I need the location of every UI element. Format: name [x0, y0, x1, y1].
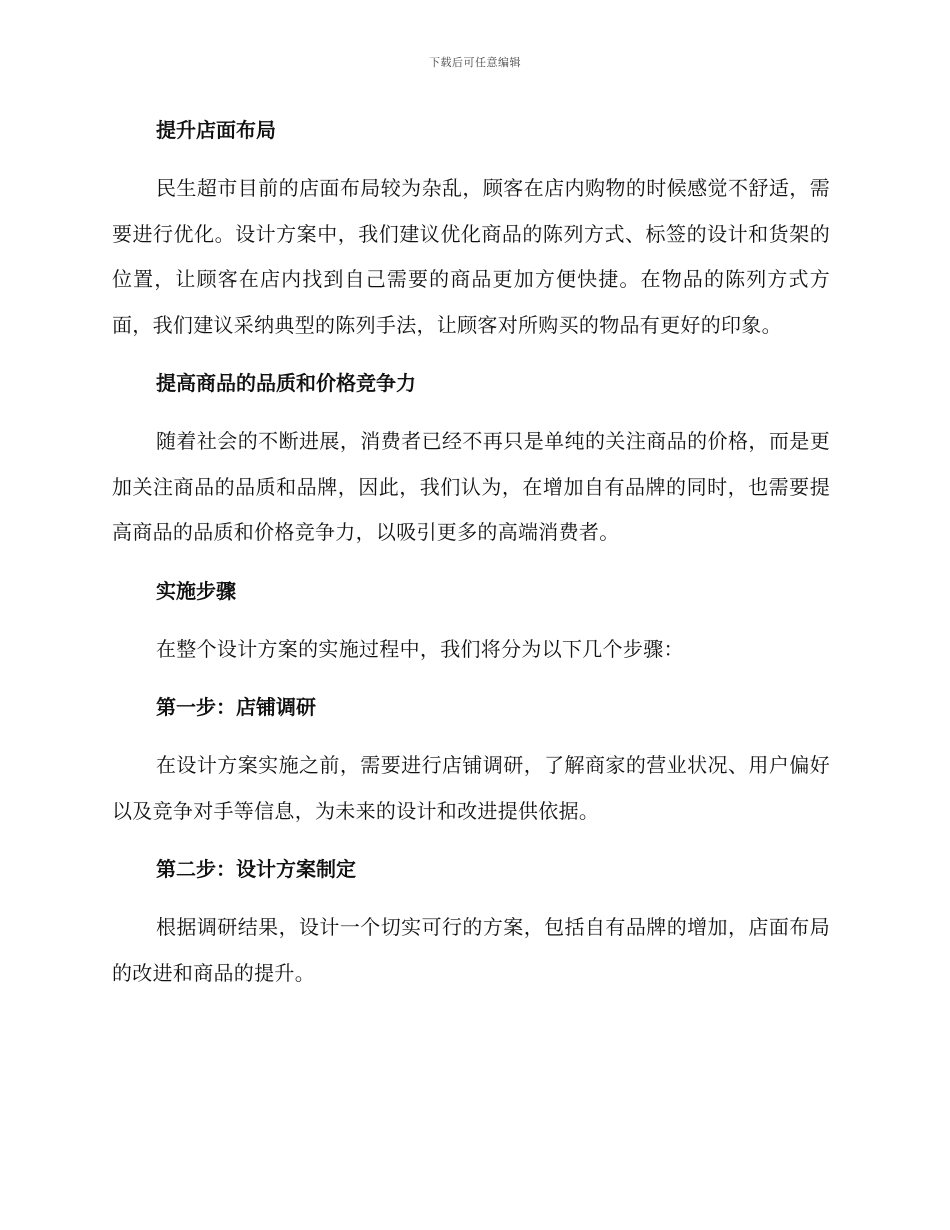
- section-paragraph-step-two: 根据调研结果，设计一个切实可行的方案，包括自有品牌的增加，店面布局的改进和商品的提升。: [112, 915, 830, 985]
- document-body: [112, 108, 830, 996]
- section-paragraph-quality: 随着社会的不断进展，消费者已经不再只是单纯的关注商品的价格，而是更加关注商品的品质和品牌，因此，我们认为，在增加自有品牌的同时，也需要提高商品的品质和价格竞争力，以吸引更多的高端消费者。: [112, 429, 830, 544]
- page-header-note: 下载后可任意编辑: [429, 56, 521, 69]
- section-heading-step-one: 第一步：店铺调研: [156, 695, 316, 719]
- section-heading-layout: 提升店面布局: [156, 118, 276, 142]
- section-paragraph-layout: 民生超市目前的店面布局较为杂乱，顾客在店内购物的时候感觉不舒适，需要进行优化。设计方案中，我们建议优化商品的陈列方式、标签的设计和货架的位置，让顾客在店内找到自己需要的商品更加方便快捷。在物品的陈列方式方面，我们建议采纳典型的陈列手法，让顾客对所购买的物品有更好的印象。: [112, 176, 830, 337]
- section-heading-steps: 实施步骤: [156, 578, 236, 603]
- section-paragraph-step-one: 在设计方案实施之前，需要进行店铺调研，了解商家的营业状况、用户偏好以及竞争对手等信息，为未来的设计和改进提供依据。: [112, 753, 830, 823]
- section-paragraph-steps: 在整个设计方案的实施过程中，我们将分为以下几个步骤：: [156, 636, 684, 661]
- section-heading-step-two: 第二步：设计方案制定: [156, 857, 356, 881]
- section-heading-quality: 提高商品的品质和价格竞争力: [156, 371, 416, 395]
